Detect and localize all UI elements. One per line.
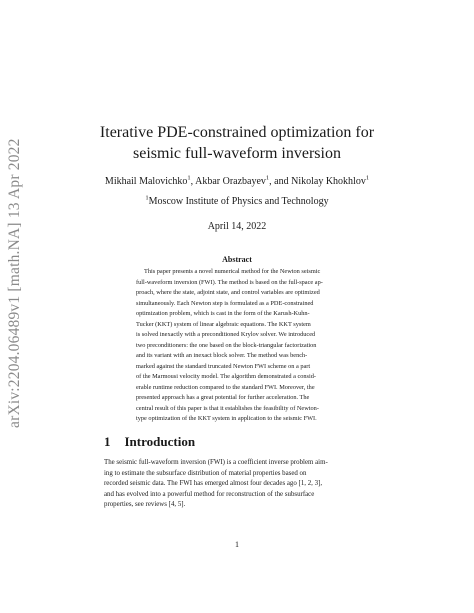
abstract-line: is solved inexactly with a preconditioned Krylov solver. We introduced — [136, 331, 316, 338]
abstract-line: central result of this paper is that it establishes the feasibility of Newton- — [136, 404, 319, 412]
abstract-line: optimization problem, which is cast in the form of the Karush-Kuhn- — [136, 310, 310, 317]
title-line: seismic full-waveform inversion — [133, 145, 341, 162]
intro-line: ing to estimate the subsurface distribution of material properties based on — [104, 469, 307, 477]
author-name: , Akbar Orazbayev — [190, 176, 266, 187]
abstract-line: erable runtime reduction compared to the standard FWI. Moreover, the — [136, 383, 315, 391]
author-list — [0, 176, 474, 187]
page-number: 1 — [235, 540, 239, 549]
intro-line: properties, see reviews [4, 5]. — [104, 501, 186, 508]
abstract-line: two preconditioners: the one based on the block-triangular factorization — [136, 341, 317, 349]
author-name: Mikhail Malovichko — [104, 176, 188, 187]
introduction-paragraph — [104, 458, 370, 511]
abstract-line: simultaneously. Each Newton step is formulated as a PDE-constrained — [136, 299, 314, 307]
abstract-line: Tucker (KKT) system of linear algebraic equations. The KKT system — [136, 320, 311, 328]
affiliation-mark: 1 — [265, 174, 270, 182]
abstract-line: presented approach has a great potential for further acceleration. The — [136, 394, 310, 401]
abstract-line: marked against the standard truncated Newton FWI scheme on a part — [136, 362, 311, 370]
abstract-line: This paper presents a novel numerical method for the Newton seismic — [144, 268, 321, 275]
arxiv-identifier-stamp: arXiv:2204.06489v1 [math.NA] 13 Apr 2022 — [6, 138, 23, 428]
abstract-line: and its variant with an inexact block solver. The method was bench- — [136, 352, 308, 359]
title-line: Iterative PDE-constrained optimization for — [99, 124, 375, 141]
affiliation-name: Moscow Institute of Physics and Technology — [148, 196, 329, 207]
intro-line: and has evolved into a powerful method for reconstruction of the subsurface — [104, 490, 315, 498]
affiliation-mark: 1 — [145, 194, 149, 202]
section-heading — [104, 434, 195, 450]
affiliation-mark: 1 — [365, 174, 370, 182]
intro-line: recorded seismic data. The FWI has emerged almost four decades ago [1, 2, 3], — [104, 480, 323, 487]
abstract-line: proach, where the state, adjoint state, and control variables are optimized — [136, 289, 320, 296]
section-number: 1 — [104, 434, 111, 449]
affiliation — [0, 196, 474, 207]
abstract-text — [136, 267, 346, 425]
section-title: Introduction — [124, 434, 196, 449]
intro-line: The seismic full-waveform inversion (FWI) is a coefficient inverse problem aim- — [104, 459, 328, 466]
abstract-line: of the Marmousi velocity model. The algorithm demonstrated a consid- — [136, 373, 317, 380]
publication-date: April 14, 2022 — [207, 221, 267, 232]
abstract-heading: Abstract — [222, 255, 252, 264]
abstract-line: full-waveform inversion (FWI). The method is based on the full-space ap- — [136, 278, 323, 286]
author-name: , and Nikolay Khokhlov — [269, 176, 366, 187]
paper-title — [0, 122, 474, 164]
affiliation-mark: 1 — [187, 174, 191, 182]
abstract-line: type optimization of the KKT system in application to the seismic FWI. — [136, 415, 317, 422]
